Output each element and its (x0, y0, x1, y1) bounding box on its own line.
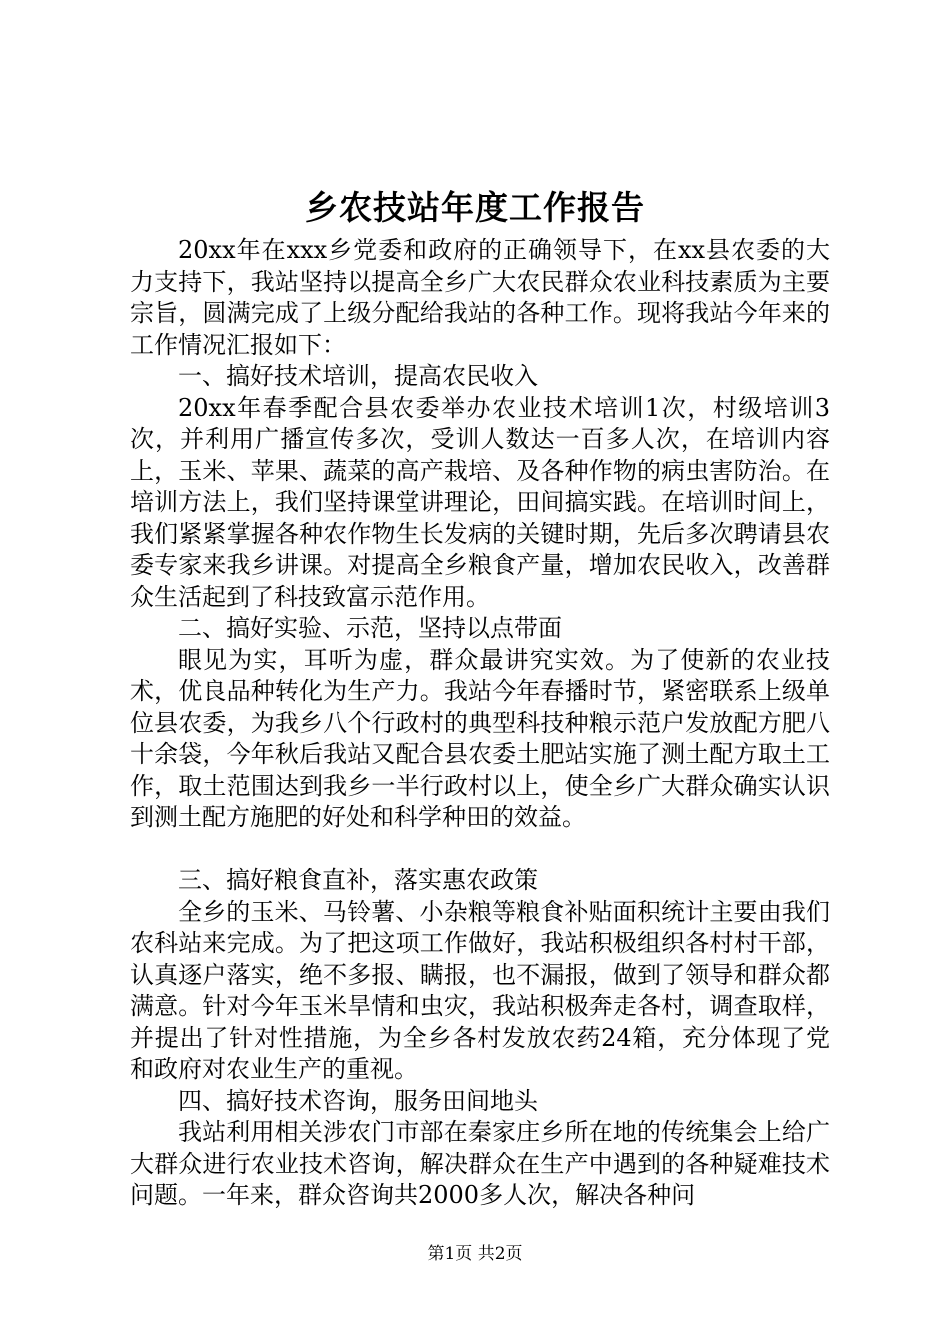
document-body (130, 235, 830, 1212)
page-number-footer: 第1页 共2页 (427, 1244, 523, 1264)
section-3-paragraph: 全乡的玉米、马铃薯、小杂粮等粮食补贴面积统计主要由我们农科站来完成。为了把这项工作做好，我站积极组织各村村干部，认真逐户落实，绝不多报、瞒报，也不漏报，做到了领导和群众都满意。针对今年玉米旱情和虫灾，我站积极奔走各村，调查取样，并提出了针对性措施，为全乡各村发放农药24箱，充分体现了党和政府对农业生产的重视。 (130, 897, 830, 1083)
section-1-heading: 一、搞好技术培训，提高农民收入 (178, 362, 538, 390)
document-title: 乡农技站年度工作报告 (305, 188, 645, 227)
blank-line (130, 834, 830, 866)
section-4-heading: 四、搞好技术咨询，服务田间地头 (178, 1086, 538, 1115)
section-1-paragraph: 20xx年春季配合县农委举办农业技术培训1次，村级培训3次，并利用广播宣传多次，受训人数达一百多人次，在培训内容上，玉米、苹果、蔬菜的高产栽培、及各种作物的病虫害防治。在培训方法上，我们坚持课堂讲理论，田间搞实践。在培训时间上，我们紧紧掌握各种农作物生长发病的关键时期，先后多次聘请县农委专家来我乡讲课。对提高全乡粮食产量，增加农民收入，改善群众生活起到了科技致富示范作用。 (130, 393, 830, 611)
section-2-heading: 二、搞好实验、示范，坚持以点带面 (178, 614, 562, 642)
section-3-heading: 三、搞好粮食直补，落实惠农政策 (178, 866, 538, 894)
section-2-paragraph: 眼见为实，耳听为虚，群众最讲究实效。为了使新的农业技术，优良品种转化为生产力。我站今年春播时节，紧密联系上级单位县农委，为我乡八个行政村的典型科技种粮示范户发放配方肥八十余袋，今年秋后我站又配合县农委土肥站实施了测土配方取土工作，取土范围达到我乡一半行政村以上，使全乡广大群众确实认识到测土配方施肥的好处和科学种田的效益。 (130, 645, 830, 831)
intro-paragraph: 20xx年在xxx乡党委和政府的正确领导下，在xx县农委的大力支持下，我站坚持以提高全乡广大农民群众农业科技素质为主要宗旨，圆满完成了上级分配给我站的各种工作。现将我站今年来的工作情况汇报如下： (130, 236, 830, 359)
section-4-paragraph: 我站利用相关涉农门市部在秦家庄乡所在地的传统集会上给广大群众进行农业技术咨询，解决群众在生产中遇到的各种疑难技术问题。一年来，群众咨询共2000多人次，解决各种问 (130, 1118, 830, 1209)
